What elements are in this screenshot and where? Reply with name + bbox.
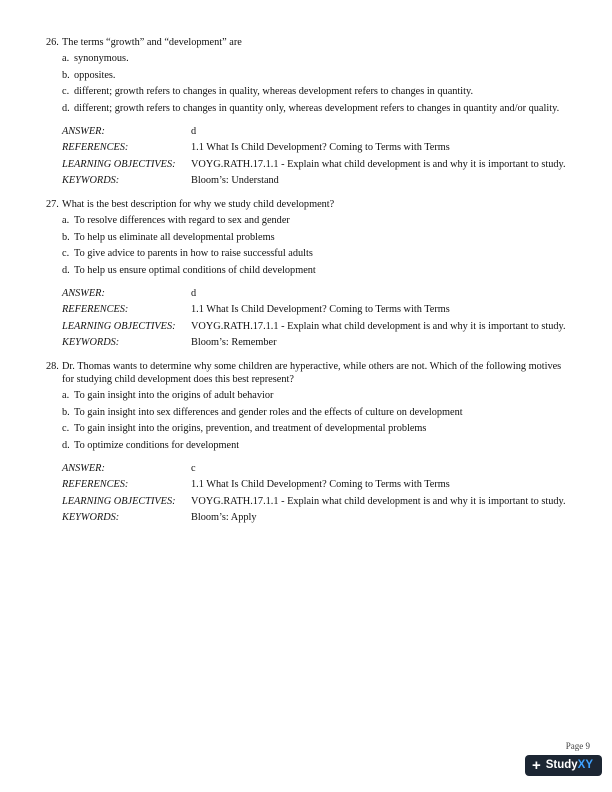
answer-row: ANSWER: d bbox=[62, 125, 197, 137]
option-d: d. different; growth refers to changes in quantity only, whereas development refers to changes in quantity and/or quality. bbox=[62, 102, 560, 114]
plus-icon: + bbox=[531, 756, 541, 774]
learning-objectives-row: LEARNING OBJECTIVES: VOYG.RATH.17.1.1 - Explain what child development is and why it is important to study. bbox=[62, 495, 566, 507]
answer-metadata bbox=[62, 462, 566, 525]
option-c: c. different; growth refers to changes in quality, whereas development refers to changes in quantity. bbox=[62, 86, 474, 97]
learning-objectives-row: LEARNING OBJECTIVES: VOYG.RATH.17.1.1 - Explain what child development is and why it is important to study. bbox=[62, 158, 566, 170]
answer-metadata bbox=[62, 125, 566, 188]
option-b: b. opposites. bbox=[62, 69, 116, 81]
option-c: c. To gain insight into the origins, prevention, and treatment of developmental problems bbox=[62, 423, 427, 434]
answer-options bbox=[62, 214, 566, 277]
question-text: What is the best description for why we study child development? bbox=[62, 199, 335, 210]
option-d: d. To optimize conditions for development bbox=[62, 439, 240, 451]
question-27 bbox=[46, 198, 566, 349]
keywords-row: KEYWORDS: Bloom’s: Apply bbox=[62, 512, 257, 523]
option-a: a. To gain insight into the origins of adult behavior bbox=[62, 390, 274, 401]
brand-name: StudyXY bbox=[545, 759, 593, 771]
answer-options bbox=[62, 52, 566, 115]
option-a: a. synonymous. bbox=[62, 53, 129, 64]
question-text: Dr. Thomas wants to determine why some children are hyperactive, while others are not. Which of the following motives for studying child development does this best represent? bbox=[62, 361, 562, 385]
question-number: 27. bbox=[46, 199, 59, 210]
answer-options bbox=[62, 389, 566, 452]
option-b: b. To help us eliminate all developmental problems bbox=[62, 231, 275, 243]
page-number: Page 9 bbox=[565, 741, 590, 751]
keywords-row: KEYWORDS: Bloom’s: Remember bbox=[62, 337, 277, 348]
question-28 bbox=[46, 360, 566, 524]
references-row: REFERENCES: 1.1 What Is Child Development? Coming to Terms with Terms bbox=[62, 142, 450, 153]
option-b: b. To gain insight into sex differences and gender roles and the effects of culture on development bbox=[62, 406, 463, 418]
question-number: 26. bbox=[46, 37, 59, 48]
answer-metadata bbox=[62, 287, 566, 350]
answer-row: ANSWER: c bbox=[62, 462, 196, 474]
question-text: The terms “growth” and “development” are bbox=[62, 37, 242, 48]
keywords-row: KEYWORDS: Bloom’s: Understand bbox=[62, 175, 279, 186]
option-d: d. To help us ensure optimal conditions of child development bbox=[62, 264, 316, 276]
question-number: 28. bbox=[46, 361, 59, 372]
option-c: c. To give advice to parents in how to raise successful adults bbox=[62, 248, 313, 259]
question-26 bbox=[46, 36, 566, 187]
option-a: a. To resolve differences with regard to sex and gender bbox=[62, 215, 290, 226]
references-row: REFERENCES: 1.1 What Is Child Development? Coming to Terms with Terms bbox=[62, 479, 450, 490]
studyxy-logo[interactable] bbox=[525, 755, 602, 776]
document-page bbox=[46, 36, 566, 535]
learning-objectives-row: LEARNING OBJECTIVES: VOYG.RATH.17.1.1 - Explain what child development is and why it is important to study. bbox=[62, 320, 566, 332]
answer-row: ANSWER: d bbox=[62, 287, 197, 299]
references-row: REFERENCES: 1.1 What Is Child Development? Coming to Terms with Terms bbox=[62, 304, 450, 315]
